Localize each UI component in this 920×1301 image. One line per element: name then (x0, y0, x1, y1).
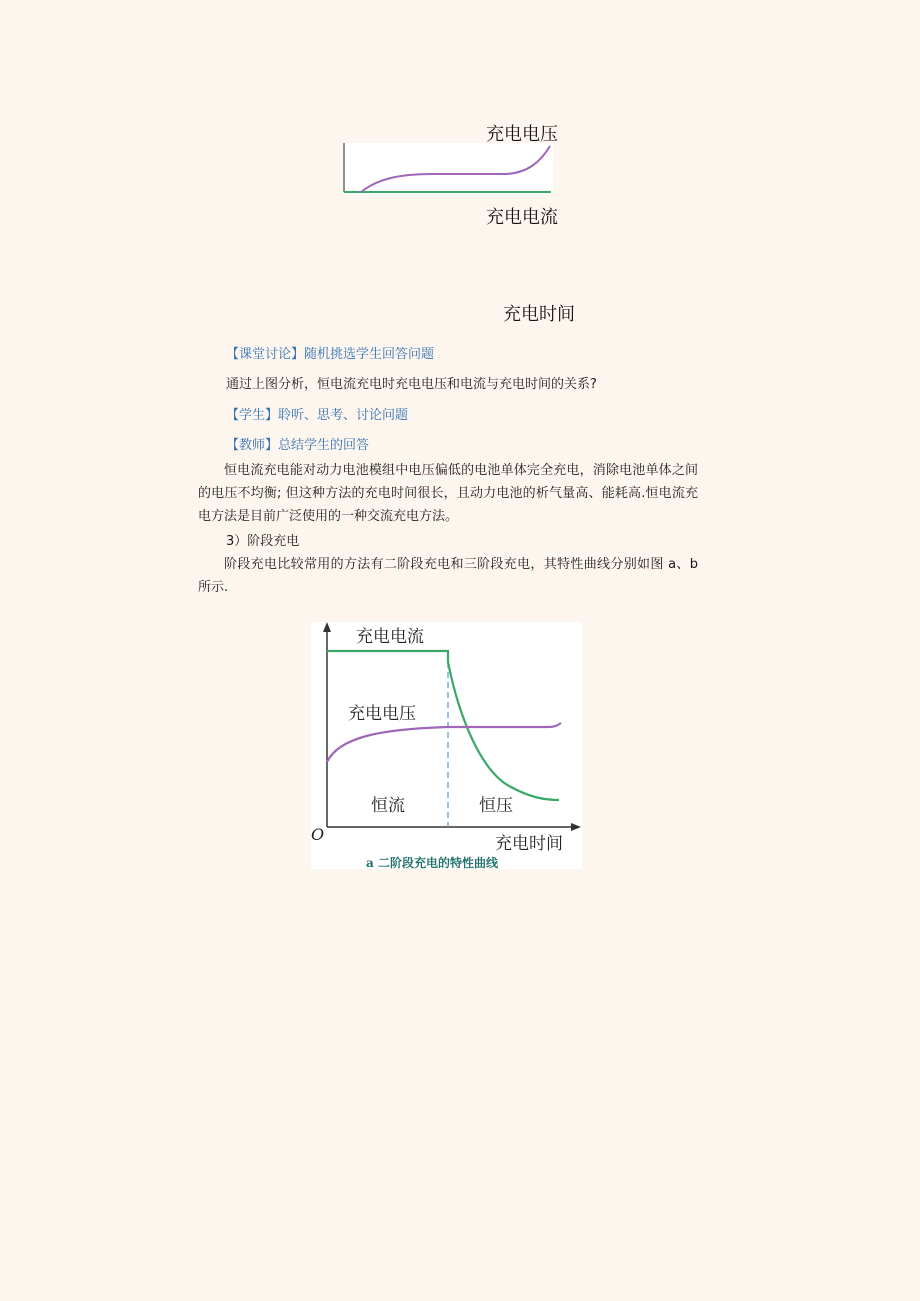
region-constant-current: 恒流 (371, 796, 405, 816)
origin-label: O (311, 825, 325, 844)
teacher-answer: 恒电流充电能对动力电池模组中电压偏低的电池单体完全充电，消除电池单体之间的电压不均衡; 但这种方法的充电时间很长，且动力电池的析气量高、能耗高.恒电流充电方法是目前广泛使用的一种交流充电方法。 (198, 463, 698, 524)
voltage-curve (327, 723, 561, 762)
fig2-caption: a 二阶段充电的特性曲线 (366, 856, 498, 869)
constant-current-chart (343, 143, 553, 195)
current-curve (327, 651, 559, 800)
student-line: 【学生】聆听、思考、讨论问题 (226, 408, 409, 423)
fig1-time-label: 充电时间 (503, 304, 575, 325)
fig2-current-label: 充电电流 (356, 627, 424, 647)
y-axis-arrow (323, 622, 331, 632)
discussion-question: 通过上图分析，恒电流充电时充电电压和电流与充电时间的关系? (226, 377, 597, 392)
fig1-voltage-label: 充电电压 (486, 124, 558, 145)
x-axis-arrow (571, 823, 581, 831)
fig1-current-label: 充电电流 (486, 207, 558, 228)
discussion-heading: 【课堂讨论】随机挑选学生回答问题 (226, 347, 435, 362)
voltage-curve (361, 146, 550, 192)
two-stage-charging-chart (311, 622, 582, 869)
constant-current-svg (343, 143, 553, 195)
fig2-voltage-label: 充电电压 (348, 704, 416, 724)
teacher-line: 【教师】总结学生的回答 (226, 438, 370, 453)
region-constant-voltage: 恒压 (479, 796, 513, 816)
section3-text: 阶段充电比较常用的方法有二阶段充电和三阶段充电，其特性曲线分别如图 a、b 所示. (198, 557, 698, 595)
section3-heading: 3）阶段充电 (226, 534, 300, 549)
two-stage-svg (311, 622, 582, 869)
fig2-x-label: 充电时间 (495, 834, 563, 854)
